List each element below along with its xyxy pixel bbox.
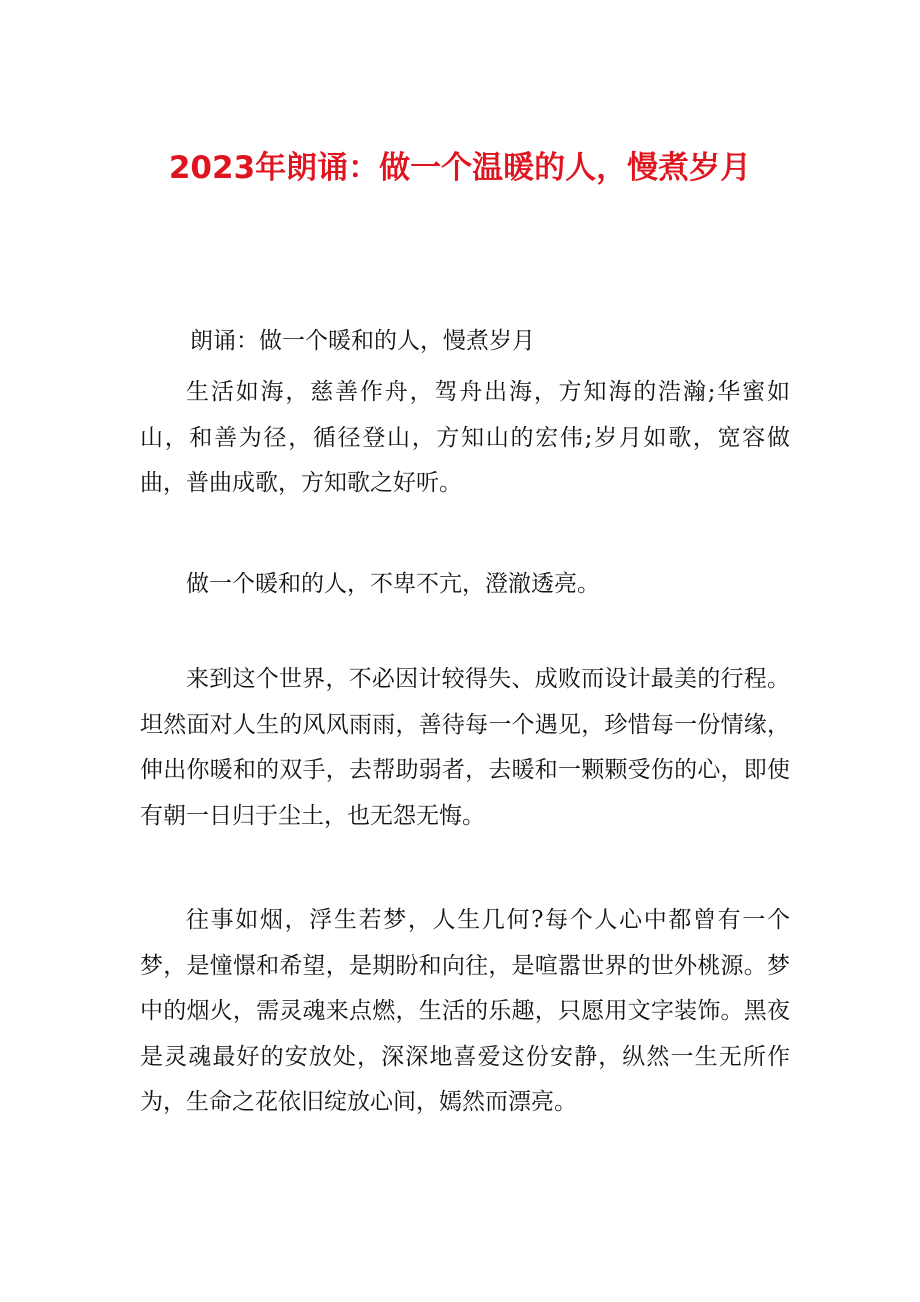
document-title: 2023年朗诵：做一个温暖的人，慢煮岁月 xyxy=(168,150,752,186)
paragraph-4: 往事如烟，浮生若梦，人生几何?每个人心中都曾有一个梦，是憧憬和希望，是期盼和向往，是喧嚣世界的世外桃源。梦中的烟火，需灵魂来点燃，生活的乐趣，只愿用文字装饰。黑夜是灵魂最好的安放处，深深地喜爱这份安静，纵然一生无所作为，生命之花依旧绽放心间，嫣然而漂亮。 xyxy=(140,907,790,1115)
paragraph-2: 做一个暖和的人，不卑不亢，澄澈透亮。 xyxy=(186,571,600,597)
paragraph-3: 来到这个世界，不必因计较得失、成败而设计最美的行程。坦然面对人生的风风雨雨，善待每一个遇见，珍惜每一份情缘，伸出你暖和的双手，去帮助弱者，去暖和一颗颗受伤的心，即使有朝一日归于尘土，也无怨无悔。 xyxy=(140,666,790,829)
document-subtitle: 朗诵：做一个暖和的人，慢煮岁月 xyxy=(190,328,535,354)
paragraph-1: 生活如海，慈善作舟，驾舟出海，方知海的浩瀚;华蜜如山，和善为径，循径登山，方知山的宏伟;岁月如歌，宽容做曲，普曲成歌，方知歌之好听。 xyxy=(140,379,790,496)
